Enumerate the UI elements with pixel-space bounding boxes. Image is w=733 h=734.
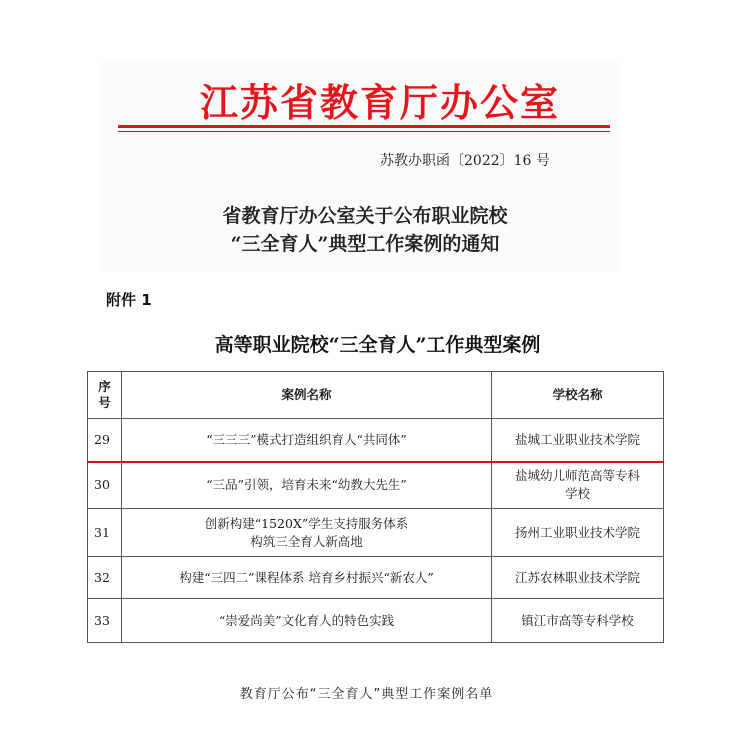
- table-row: [88, 419, 664, 462]
- list-title: 高等职业院校“三全育人”工作典型案例: [214, 334, 541, 356]
- school-name: 盐城工业职业技术学院: [492, 419, 664, 462]
- notice-title-line-1: 省教育厅办公室关于公布职业院校: [222, 205, 508, 227]
- image-caption: 教育厅公布“三全育人”典型工作案例名单: [239, 687, 494, 702]
- school-name: 镇江市高等专科学校: [492, 599, 664, 643]
- header-index: 序号: [88, 372, 122, 419]
- table-row: [88, 599, 664, 643]
- school-name-line-1: 盐城幼儿师范高等专科: [514, 468, 640, 483]
- row-number: 30: [88, 462, 122, 509]
- red-header-rule-thin: [118, 131, 610, 132]
- row-number: 32: [88, 557, 122, 599]
- table-row: [88, 509, 664, 557]
- school-name: [492, 462, 664, 509]
- case-name: “三三三”模式打造组织育人“共同体”: [122, 419, 492, 462]
- issuing-office-title: 江苏省教育厅办公室: [199, 80, 560, 125]
- school-name: 江苏农林职业技术学院: [492, 557, 664, 599]
- attachment-label: 附件 1: [106, 291, 152, 309]
- table-row: [88, 462, 664, 509]
- row-number: 29: [88, 419, 122, 462]
- row-number: 31: [88, 509, 122, 557]
- case-name: “崇爱尚美”文化育人的特色实践: [122, 599, 492, 643]
- notice-title-line-2: “三全育人”典型工作案例的通知: [230, 233, 500, 255]
- header-case-name: 案例名称: [122, 372, 492, 419]
- row-number: 33: [88, 599, 122, 643]
- case-name-line-2: 构筑三全育人新高地: [250, 533, 363, 549]
- case-list-table: [87, 371, 664, 643]
- header-school-name: 学校名称: [492, 372, 664, 419]
- notice-title: [120, 202, 610, 258]
- red-separator-line: [87, 461, 664, 463]
- table-header-row: [88, 372, 664, 419]
- red-header-rule: [118, 125, 610, 128]
- school-name: 扬州工业职业技术学院: [492, 509, 664, 557]
- case-name: [122, 509, 492, 557]
- case-name: 构建“三四二”课程体系 培育乡村振兴“新农人”: [122, 557, 492, 599]
- table-row: [88, 557, 664, 599]
- document-number: 苏教办职函〔2022〕16 号: [380, 153, 550, 169]
- case-name-line-1: 创新构建“1520X”学生支持服务体系: [204, 515, 409, 531]
- school-name-line-2: 学校: [564, 486, 590, 501]
- case-name: “三品”引领，培育未来“幼教大先生”: [122, 462, 492, 509]
